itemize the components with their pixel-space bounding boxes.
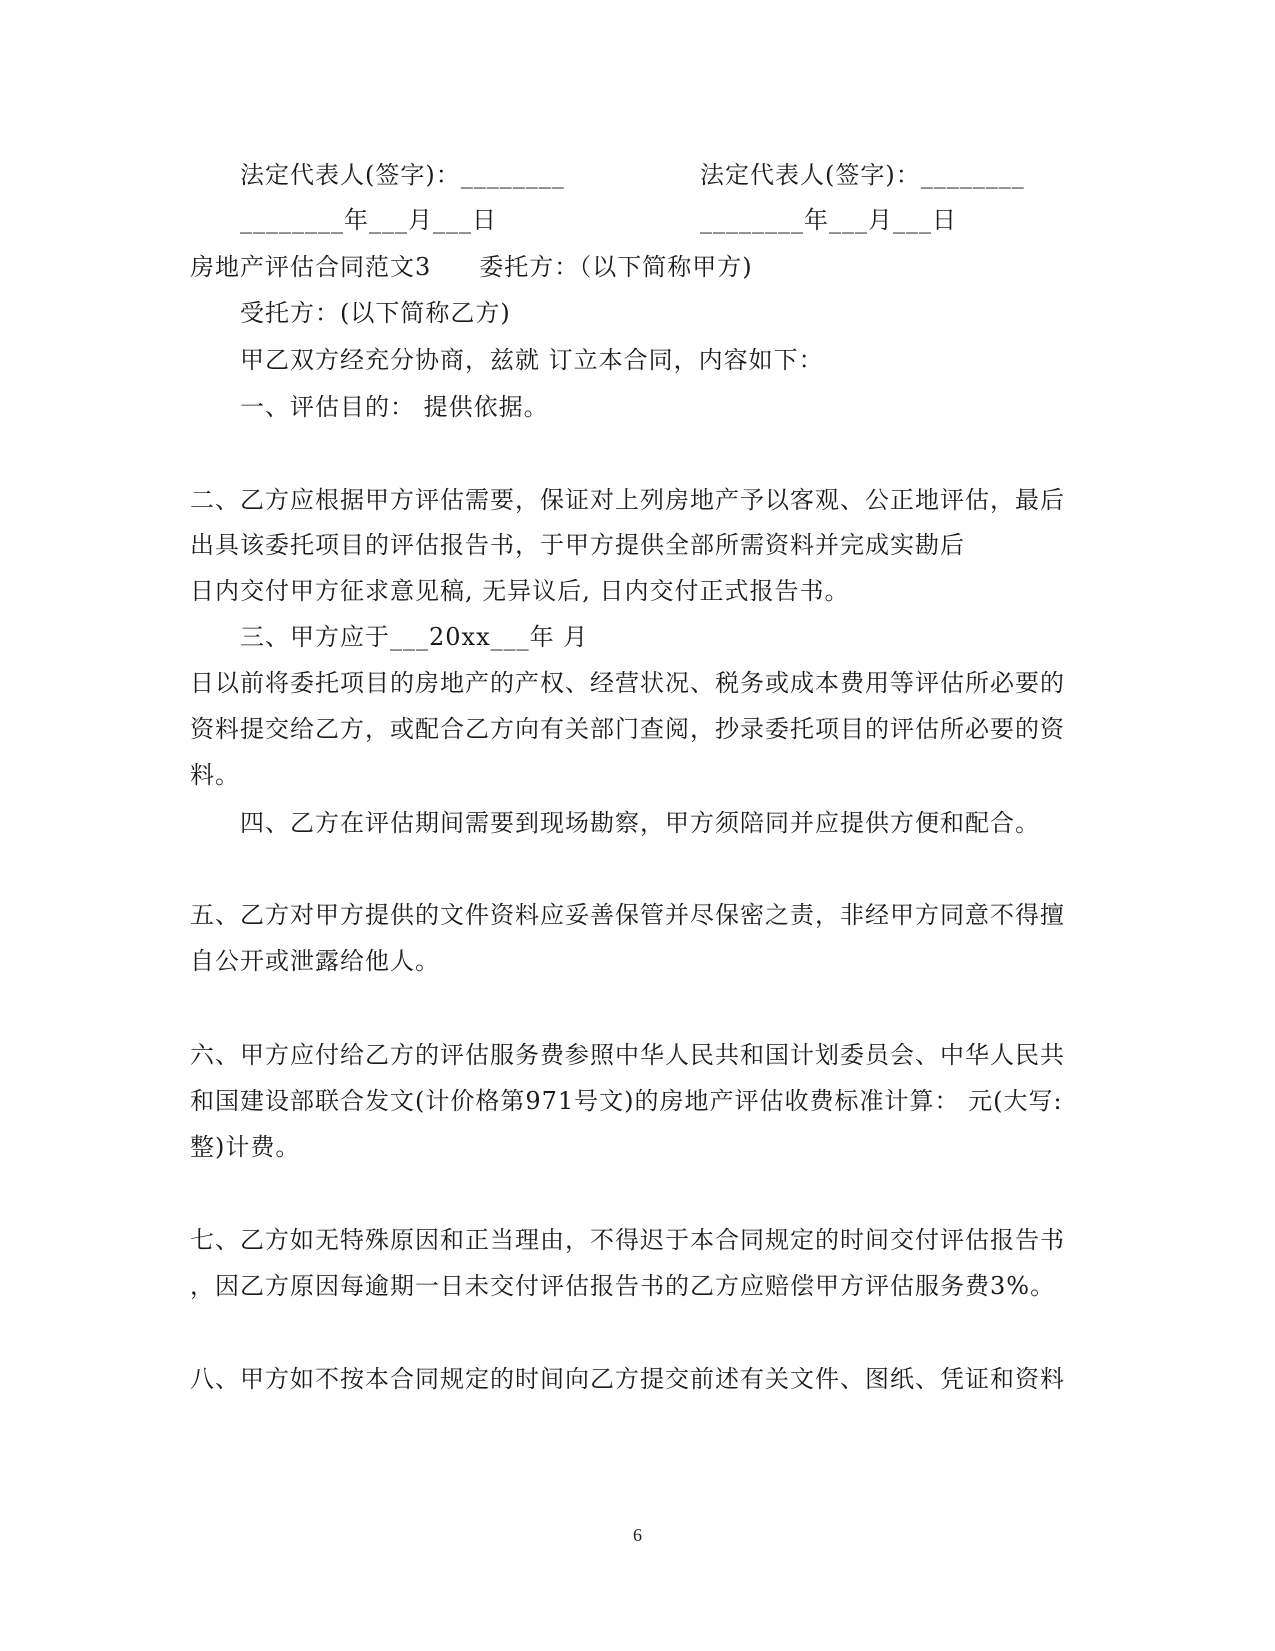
article-5-line-1: 五、乙方对甲方提供的文件资料应妥善保管并尽保密之责，非经甲方同意不得擅 [190,901,1065,929]
article-2-line-1: 二、乙方应根据甲方评估需要，保证对上列房地产予以客观、公正地评估，最后 [190,486,1065,514]
article-6-line-1: 六、甲方应付给乙方的评估服务费参照中华人民共和国计划委员会、中华人民共 [190,1041,1065,1069]
page-number: 6 [633,1525,642,1545]
left-legal-rep-signature: 法定代表人(签字)：________ [240,161,565,189]
article-3-line-3: 资料提交给乙方，或配合乙方向有关部门查阅，抄录委托项目的评估所必要的资 [190,715,1065,743]
article-4: 四、乙方在评估期间需要到现场勘察，甲方须陪同并应提供方便和配合。 [240,809,1040,837]
left-signature-date: ________年___月___日 [240,206,497,234]
article-2-line-2: 出具该委托项目的评估报告书，于甲方提供全部所需资料并完成实勘后 [190,531,965,559]
contract-title: 房地产评估合同范文3 [190,253,432,281]
contract-heading [190,252,1070,282]
article-3-line-4: 料。 [190,761,240,789]
article-6-line-2: 和国建设部联合发文(计价格第971号文)的房地产评估收费标准计算： 元(大写: [190,1087,1063,1115]
article-7-line-2: ，因乙方原因每逾期一日未交付评估报告书的乙方应赔偿甲方评估服务费3%。 [190,1272,1056,1300]
article-3-line-1: 三、甲方应于___20xx___年 月 [240,623,589,651]
trustee-party: 受托方：(以下简称乙方) [240,299,511,327]
article-8-line-1: 八、甲方如不按本合同规定的时间向乙方提交前述有关文件、图纸、凭证和资料 [190,1365,1065,1393]
article-1: 一、评估目的： 提供依据。 [240,393,549,421]
right-legal-rep-signature: 法定代表人(签字)：________ [700,161,1025,189]
article-5-line-2: 自公开或泄露给他人。 [190,947,440,975]
client-party: 委托方：（以下简称甲方) [479,253,753,281]
article-2-line-3: 日内交付甲方征求意见稿, 无异议后, 日内交付正式报告书。 [190,577,850,605]
right-signature-date: ________年___月___日 [700,206,957,234]
intro-paragraph: 甲乙双方经充分协商，兹就 订立本合同，内容如下： [240,346,824,374]
article-3-line-2: 日以前将委托项目的房地产的产权、经营状况、税务或成本费用等评估所必要的 [190,669,1065,697]
article-6-line-3: 整)计费。 [190,1133,301,1161]
article-7-line-1: 七、乙方如无特殊原因和正当理由，不得迟于本合同规定的时间交付评估报告书 [190,1226,1065,1254]
